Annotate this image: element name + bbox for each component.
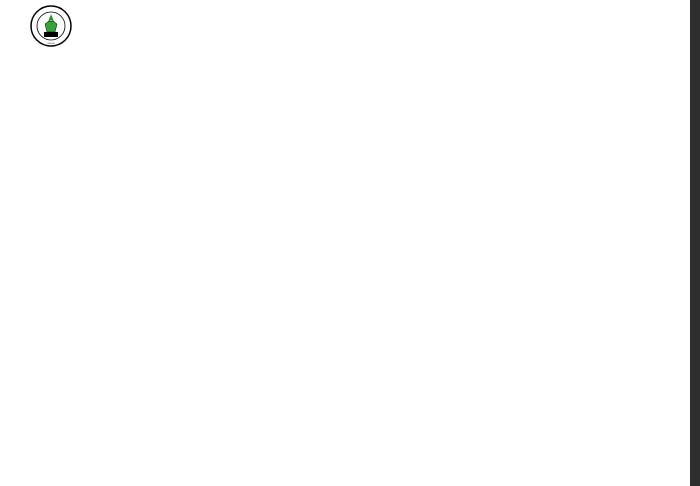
svg-text:•••••••: ••••••• (47, 41, 55, 45)
window-edge (690, 0, 700, 486)
